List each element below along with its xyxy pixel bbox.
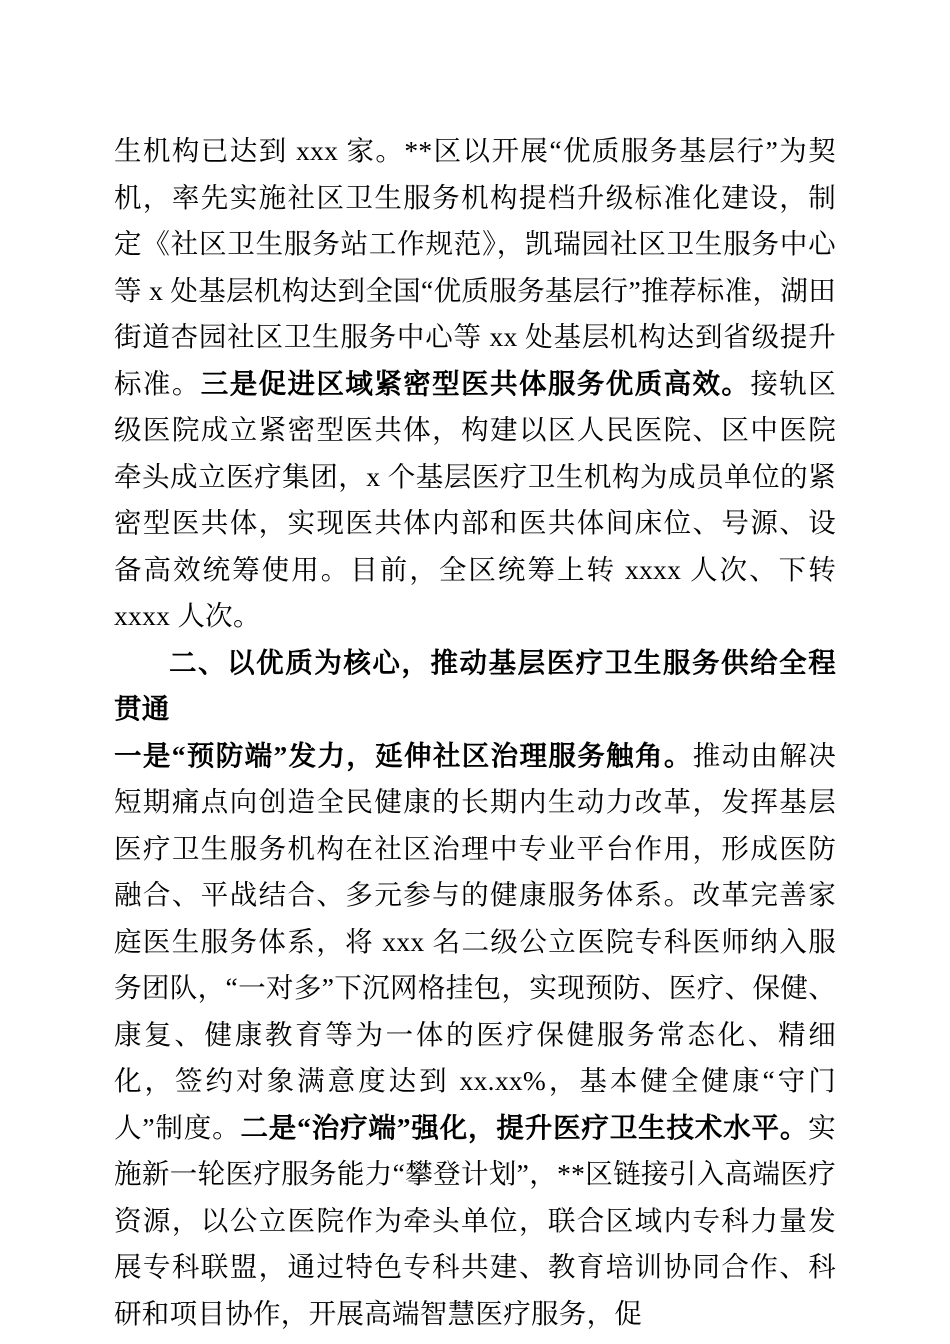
bold-text-run: 二、以优质为核心，推动基层医疗卫生服务供给全程贯通 bbox=[114, 646, 836, 724]
text-run: 推动由解决短期痛点向创造全民健康的长期内生动力改革，发挥基层医疗卫生服务机构在社区治理中专业平台作用，形成医防融合、平战结合、多元参与的健康服务体系。改革完善家庭医生服务体系，将 xxx 名二级公立医院专科医师纳入服务团队，“一对多”下沉网格挂包，实现预防、医疗、保健、康复、健康教育等为一体的医疗保健服务常态化、精细化，签约对象满意度达到 xx.xx%，基本健全健康“守门人”制度。 bbox=[114, 739, 836, 1143]
paragraph bbox=[114, 128, 836, 640]
text-run: 实施新一轮医疗服务能力“攀登计划”，**区链接引入高端医疗资源，以公立医院作为牵头单位，联合区域内专科力量发展专科联盟，通过特色专科共建、教育培训协同合作、科研和项目协作，开展高端智慧医疗服务，促 bbox=[114, 1111, 836, 1329]
bold-text-run: 二是“治疗端”强化，提升医疗卫生技术水平。 bbox=[240, 1111, 809, 1143]
bold-text-run: 三是促进区域紧密型医共体服务优质高效。 bbox=[200, 367, 751, 399]
text-run: 生机构已达到 xxx 家。**区以开展“优质服务基层行”为契机，率先实施社区卫生服务机构提档升级标准化建设，制定《社区卫生服务站工作规范》，凯瑞园社区卫生服务中心等 x 处基层机构达到全国“优质服务基层行”推荐标准，湖田街道杏园社区卫生服务中心等 xx 处基层机构达到省级提升标准。 bbox=[114, 135, 836, 399]
section-heading bbox=[114, 640, 836, 733]
text-run: 接轨区级医院成立紧密型医共体，构建以区人民医院、区中医院牵头成立医疗集团，x 个基层医疗卫生机构为成员单位的紧密型医共体，实现医共体内部和医共体间床位、号源、设备高效统筹使用。目前，全区统筹上转 xxxx 人次、下转 xxxx 人次。 bbox=[114, 367, 836, 631]
document-body bbox=[114, 128, 836, 1337]
bold-text-run: 一是“预防端”发力，延伸社区治理服务触角。 bbox=[114, 739, 693, 771]
paragraph bbox=[114, 733, 836, 1338]
